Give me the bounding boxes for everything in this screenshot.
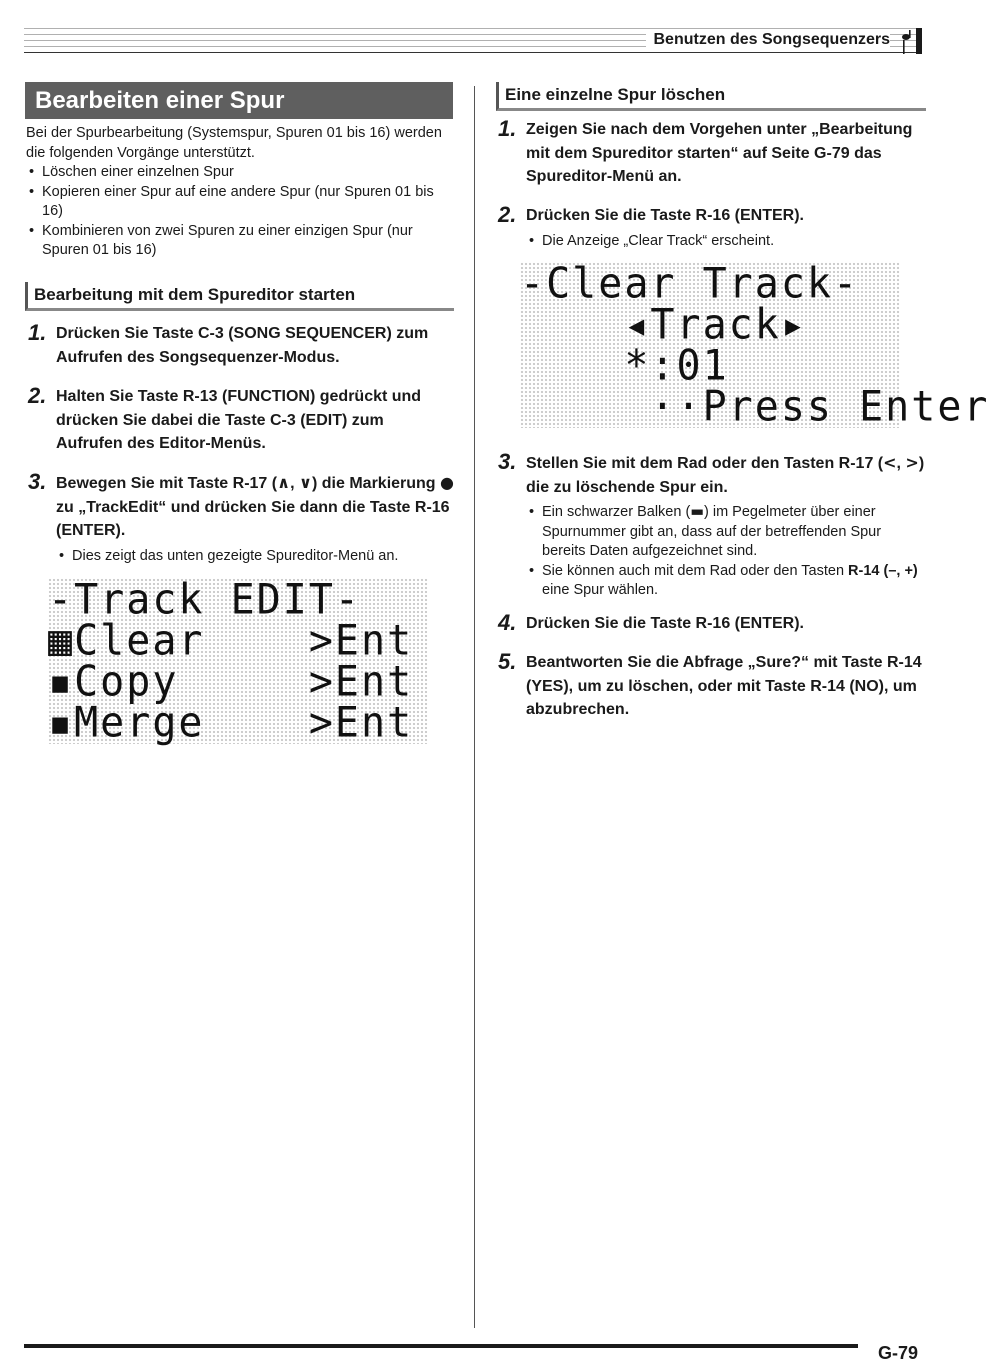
intro-bullets [26, 163, 456, 261]
step-text: Drücken Sie die Taste R-16 (ENTER). [526, 207, 804, 224]
step-number: 2. [28, 383, 47, 408]
footer-rule [24, 1344, 858, 1348]
step-text: Drücken Sie Taste C-3 (SONG SEQUENCER) zum Aufrufen des Songsequenzer-Modus. [56, 325, 429, 366]
step-text-part: Bewegen Sie mit Taste R-17 ( [56, 475, 278, 492]
step-3 [28, 471, 454, 566]
list-item: • Dies zeigt das unten gezeigte Spureditor-Menü an. [56, 547, 454, 567]
black-bar-icon: ▬ [690, 504, 704, 520]
lcd-track-edit-menu [48, 575, 428, 748]
step-notes [56, 547, 454, 567]
step-number: 4. [498, 610, 517, 635]
lcd-line: -Track EDIT- [48, 575, 361, 625]
step-text: Drücken Sie die Taste R-16 (ENTER). [526, 615, 804, 632]
step-text-part: , [896, 455, 906, 472]
section-heading-clear-track: Eine einzelne Spur löschen [496, 82, 926, 111]
step-text: Halten Sie Taste R-13 (FUNCTION) gedrückt und drücken Sie dabei die Taste C-3 (EDIT) zum Aufrufen des Editor-Menüs. [56, 388, 422, 452]
step-number: 3. [498, 449, 517, 474]
list-item [526, 562, 926, 601]
step-3 [498, 451, 926, 601]
intro-block [26, 124, 456, 261]
step-2 [498, 204, 926, 251]
down-arrow-icon: ∨ [299, 473, 312, 492]
intro-text: Bei der Spurbearbeitung (Systemspur, Spuren 01 bis 16) werden die folgenden Vorgänge unterstützt. [26, 125, 442, 161]
step-text-part: ) die zu löschende Spur ein. [526, 455, 925, 496]
list-item: • Löschen einer einzelnen Spur [26, 163, 456, 183]
step-4 [498, 612, 926, 636]
page-title: Bearbeiten einer Spur [25, 82, 453, 119]
lcd-line: ◂Track▸ [520, 300, 807, 350]
staff-end-bar [916, 28, 922, 54]
step-text-part: zu „TrackEdit“ und drücken Sie dann die Taste R-16 (ENTER). [56, 498, 450, 539]
step-1 [28, 322, 454, 369]
note-text-part: Sie können auch mit dem Rad oder den Tasten [542, 562, 849, 579]
lcd-line: ··Press Enter [520, 382, 989, 432]
left-arrow-icon: < [883, 453, 897, 472]
step-text [56, 471, 454, 543]
step-number: 1. [28, 320, 47, 345]
step-number: 3. [28, 469, 47, 494]
step-notes [526, 503, 926, 601]
step-text [526, 451, 926, 499]
step-number: 1. [498, 116, 517, 141]
step-notes [526, 232, 926, 252]
lcd-line: ▪Copy >Ent [48, 657, 414, 707]
note-text-part: eine Spur wählen. [542, 582, 659, 598]
lcd-line: ▦Clear >Ent [48, 616, 414, 666]
note-text-bold: R-14 (–, +) [848, 562, 918, 579]
step-text: Zeigen Sie nach dem Vorgehen unter „Bearbeitung mit dem Spureditor starten“ auf Seite G-79 das Spureditor-Menü an. [526, 121, 913, 185]
step-number: 2. [498, 202, 517, 227]
marker-dot-icon: ● [440, 473, 454, 492]
running-head: Benutzen des Songsequenzers [646, 31, 891, 49]
step-2 [28, 385, 454, 456]
note-text-part: ) im Pegelmeter über einer Spurnummer gibt an, dass auf der betreffenden Spur bereits Daten aufgezeichnet sind. [542, 504, 882, 559]
list-item: • Die Anzeige „Clear Track“ erscheint. [526, 232, 926, 252]
step-text-part: Stellen Sie mit dem Rad oder den Tasten R-17 ( [526, 455, 884, 472]
list-item: • Kopieren einer Spur auf eine andere Spur (nur Spuren 01 bis 16) [26, 183, 456, 222]
step-text: Beantworten Sie die Abfrage „Sure?“ mit Taste R-14 (YES), um zu löschen, oder mit Taste R-14 (NO), um abzubrechen. [526, 654, 922, 718]
section-heading-start-editor: Bearbeitung mit dem Spureditor starten [25, 282, 454, 311]
up-arrow-icon: ∧ [277, 473, 291, 492]
note-text-part: Ein schwarzer Balken ( [542, 504, 691, 520]
step-number: 5. [498, 649, 517, 674]
lcd-clear-track [520, 259, 989, 432]
lcd-line: *:01 [520, 341, 729, 391]
step-5 [498, 651, 926, 722]
step-text-part: , [290, 475, 299, 492]
list-item [526, 503, 926, 562]
page-number: G-79 [878, 1343, 919, 1363]
step-1 [498, 118, 926, 189]
list-item: • Kombinieren von zwei Spuren zu einer einzigen Spur (nur Spuren 01 bis 16) [26, 222, 456, 261]
lcd-line: -Clear Track- [520, 259, 860, 309]
right-arrow-icon: > [905, 453, 919, 472]
lcd-line: ▪Merge >Ent [48, 698, 414, 748]
step-text-part: ) die Markierung [312, 475, 441, 492]
column-divider [474, 86, 475, 1328]
